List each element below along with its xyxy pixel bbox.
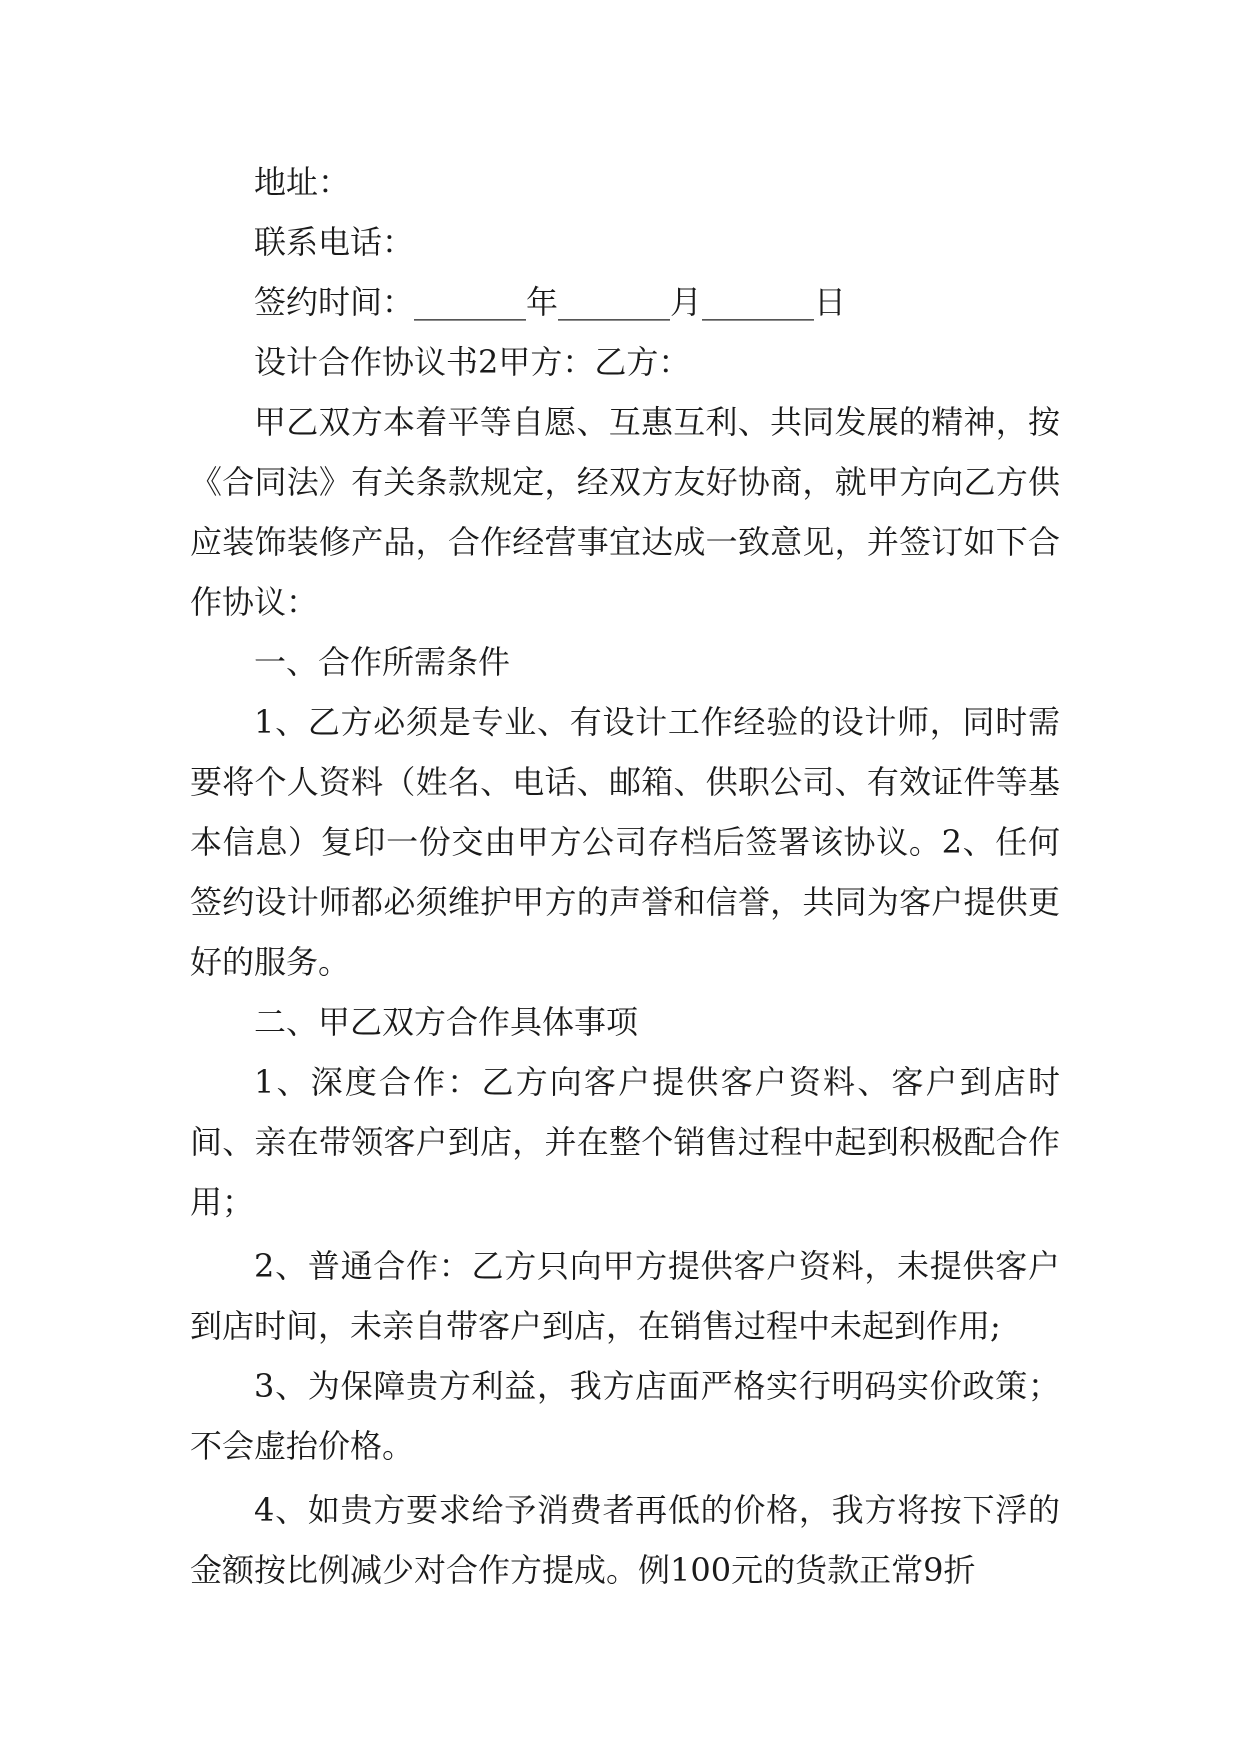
document-body <box>190 152 1060 1600</box>
clause-2-4: 4、如贵方要求给予消费者再低的价格，我方将按下浮的金额按比例减少对合作方提成。例100元的货款正常9折 <box>190 1491 1060 1589</box>
agreement-title-line: 设计合作协议书2甲方：乙方： <box>254 343 691 381</box>
preamble-paragraph: 甲乙双方本着平等自愿、互惠互利、共同发展的精神，按《合同法》有关条款规定，经双方友好协商，就甲方向乙方供应装饰装修产品，合作经营事宜达成一致意见，并签订如下合作协议： <box>190 403 1060 621</box>
signing-date-line: 签约时间：_______年_______月_______日 <box>254 283 847 321</box>
clause-1-1: 1、乙方必须是专业、有设计工作经验的设计师，同时需要将个人资料（姓名、电话、邮箱、供职公司、有效证件等基本信息）复印一份交由甲方公司存档后签署该协议。2、任何签约设计师都必须维护甲方的声誉和信誉，共同为客户提供更好的服务。 <box>190 703 1060 981</box>
section-heading-1: 一、合作所需条件 <box>254 643 511 681</box>
clause-2-1: 1、深度合作：乙方向客户提供客户资料、客户到店时间、亲在带领客户到店，并在整个销售过程中起到积极配合作用； <box>190 1063 1060 1221</box>
address-line: 地址： <box>254 163 351 201</box>
clause-2-3: 3、为保障贵方利益，我方店面严格实行明码实价政策；不会虚抬价格。 <box>190 1367 1060 1465</box>
clause-2-2: 2、普通合作：乙方只向甲方提供客户资料，未提供客户到店时间，未亲自带客户到店，在销售过程中未起到作用; <box>190 1247 1060 1345</box>
phone-line: 联系电话： <box>254 223 415 261</box>
section-heading-2: 二、甲乙双方合作具体事项 <box>254 1003 639 1041</box>
